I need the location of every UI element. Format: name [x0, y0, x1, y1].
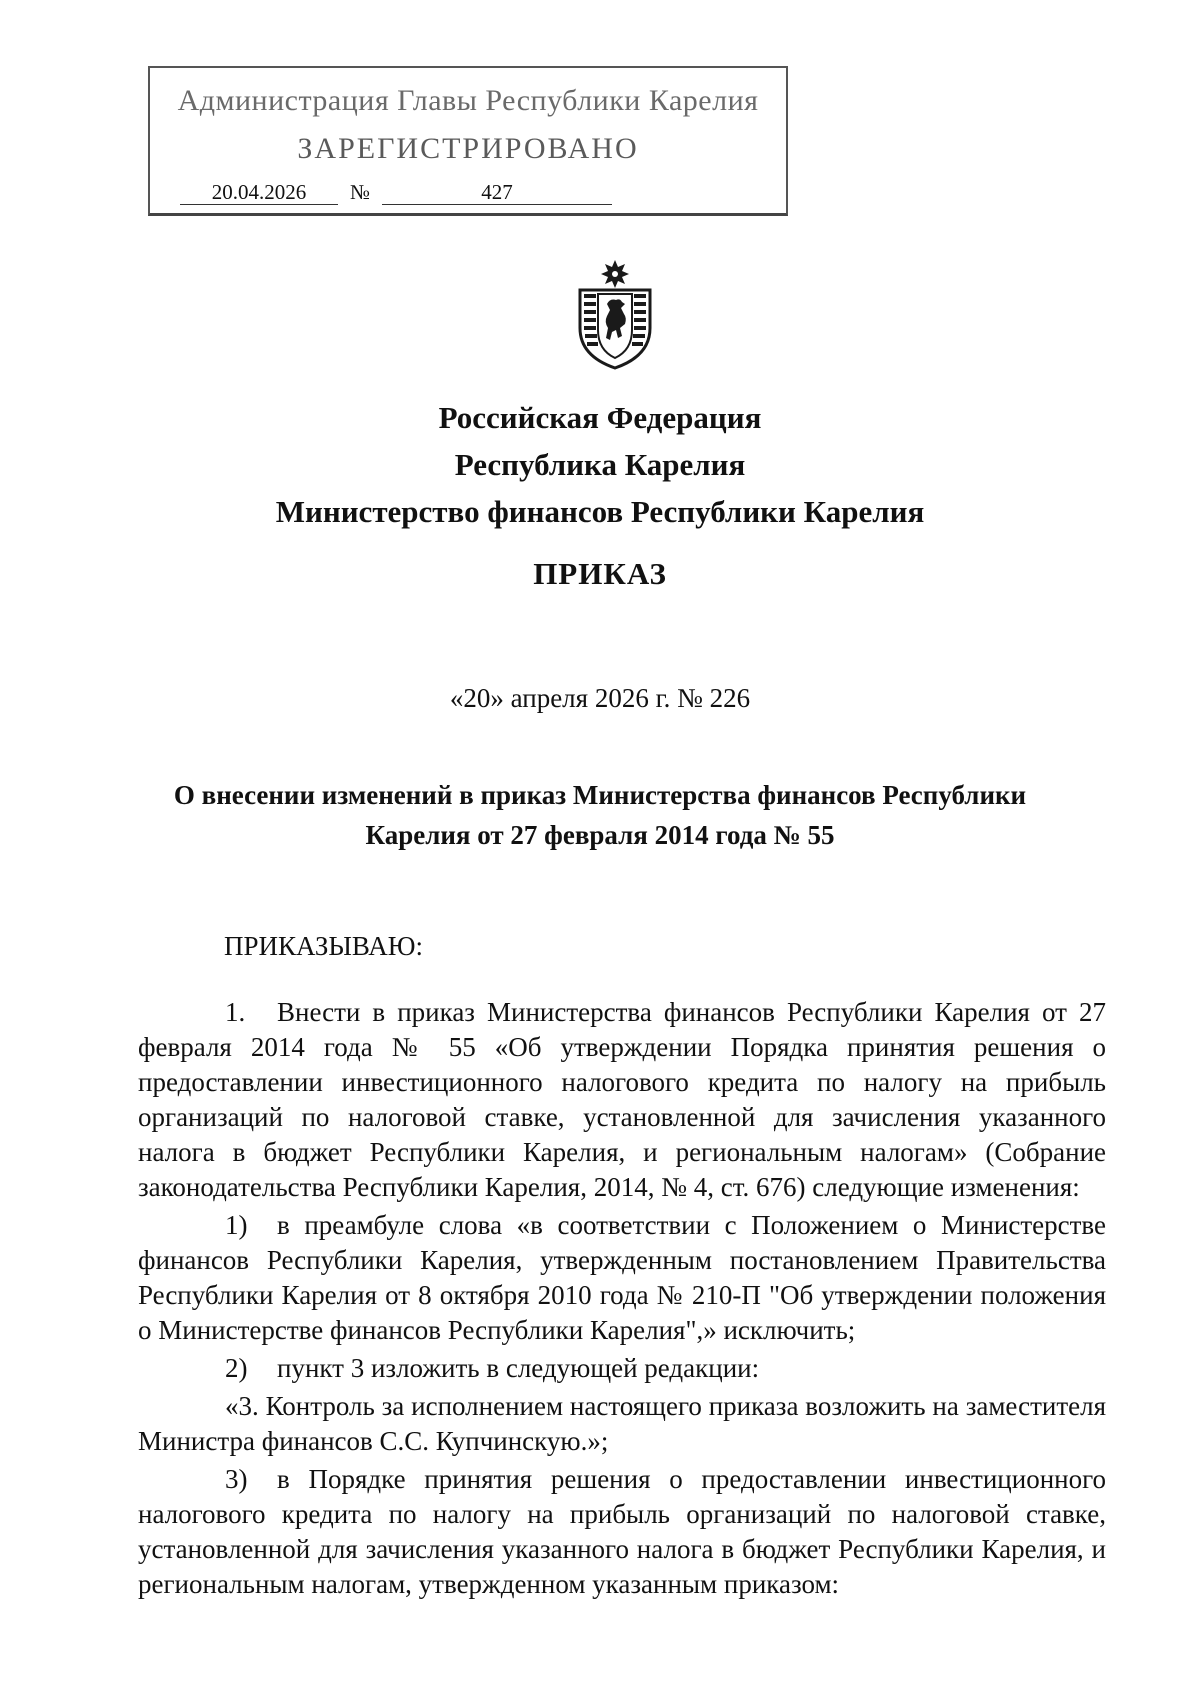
order-subject [0, 775, 1200, 855]
stamp-registered: ЗАРЕГИСТРИРОВАНО [297, 132, 639, 165]
paragraph-text: Внести в приказ Министерства финансов Республики Карелия от 27 февраля 2014 года № 55 «Об утверждении Порядка принятия решения о предоставлении инвестиционного налогового кредита по налогу на прибыль организаций по налоговой ставке, установленной для зачисления указанного налога в бюджет Республики Карелия, и региональным налогам» (Собрание законодательства Республики Карелия, 2014, № 4, ст. 676) следующие изменения: [138, 997, 1106, 1202]
stamp-authority: Администрация Главы Республики Карелия [177, 84, 759, 117]
order-body [138, 995, 1106, 1605]
subject-line-1: О внесении изменений в приказ Министерства финансов Республики [173, 780, 1027, 810]
order-date: «20» апреля 2026 г. № 226 [449, 683, 751, 713]
header-federation: Российская Федерация [438, 400, 762, 435]
order-word: ПРИКАЗЫВАЮ: [224, 931, 423, 961]
stamp-number-label: № [350, 180, 371, 204]
document-type: ПРИКАЗ [533, 556, 667, 591]
paragraph-text: в Порядке принятия решения о предоставлении инвестиционного налогового кредита по налогу на прибыль организаций по налоговой ставке, установленной для зачисления указанного налога в бюджет Республики Карелия, и региональным налогам, утвержденном указанным приказом: [138, 1464, 1106, 1599]
stamp-date: 20.04.2026 [180, 180, 338, 205]
header-ministry: Министерство финансов Республики Карелия [275, 494, 925, 529]
stamp-number: 427 [382, 180, 612, 205]
paragraph-number: 1) [225, 1210, 248, 1240]
paragraph [138, 1351, 1106, 1386]
paragraph-number: 2) [225, 1353, 248, 1383]
paragraph [138, 1208, 1106, 1348]
paragraph-number: 1. [225, 997, 246, 1027]
paragraph [138, 995, 1106, 1205]
paragraph [138, 1462, 1106, 1602]
paragraph-number: 3) [225, 1464, 248, 1494]
header-republic: Республика Карелия [454, 447, 746, 482]
paragraph-text: в преамбуле слова «в соответствии с Положением о Министерстве финансов Республики Карелия, утвержденным постановлением Правительства Республики Карелия от 8 октября 2010 года № 210-П "Об утверждении положения о Министерстве финансов Республики Карелия",» исключить; [138, 1210, 1106, 1345]
coat-of-arms-icon [574, 258, 656, 370]
paragraph-text: пункт 3 изложить в следующей редакции: [277, 1353, 760, 1383]
subject-line-2: Карелия от 27 февраля 2014 года № 55 [365, 820, 835, 850]
paragraph-text: «3. Контроль за исполнением настоящего приказа возложить на заместителя Министра финансов С.С. Купчинскую.»; [138, 1391, 1106, 1456]
paragraph [138, 1389, 1106, 1459]
registration-stamp [148, 66, 788, 216]
